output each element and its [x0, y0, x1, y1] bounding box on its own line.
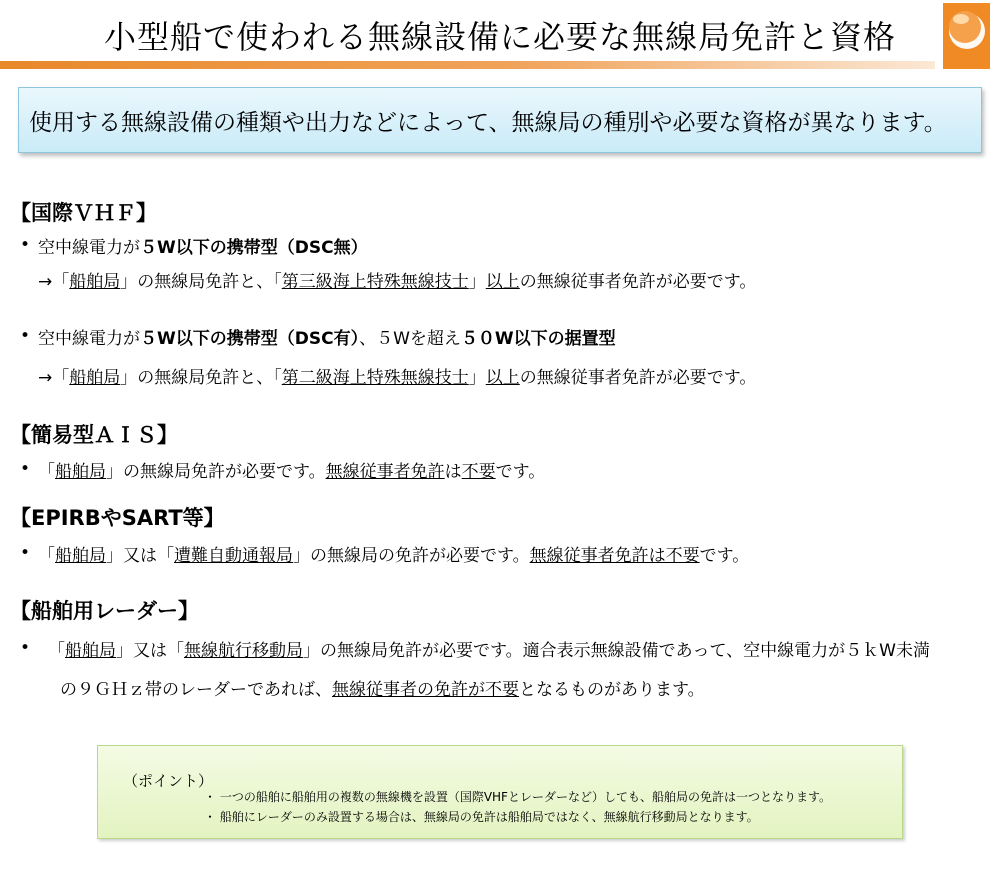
- vhf-item1-requirement: →「船舶局」の無線局免許と、「第三級海上特殊無線技士」以上の無線従事者免許が必要です。: [38, 272, 757, 292]
- section-heading-radar: 【船舶用レーダー】: [10, 599, 199, 623]
- ais-requirement: 「船舶局」の無線局免許が必要です。無線従事者免許は不要です。: [38, 462, 546, 482]
- point-item: ・ 一つの船舶に船舶用の複数の無線機を設置（国際VHFとレーダーなど）しても、船舶局の免許は一つとなります。: [204, 790, 831, 804]
- logo-icon: [943, 3, 990, 69]
- radar-requirement-line2: の９ＧＨｚ帯のレーダーであれば、無線従事者の免許が不要となるものがあります。: [60, 680, 705, 700]
- point-item: ・ 船舶にレーダーのみ設置する場合は、無線局の免許は船舶局ではなく、無線航行移動局となります。: [204, 810, 759, 824]
- bullet-icon: •: [20, 543, 31, 563]
- title-underline: [0, 61, 935, 69]
- vhf-item2-requirement: →「船舶局」の無線局免許と、「第二級海上特殊無線技士」以上の無線従事者免許が必要です。: [38, 368, 757, 388]
- summary-text: 使用する無線設備の種類や出力などによって、無線局の種別や必要な資格が異なります。: [29, 110, 947, 136]
- point-label: （ポイント）: [123, 772, 214, 790]
- bullet-icon: •: [20, 459, 31, 479]
- bullet-icon: •: [20, 638, 31, 658]
- vhf-item2-condition: 空中線電力が５W以下の携帯型（DSC有）、５Wを超え５０W以下の据置型: [38, 329, 616, 349]
- section-heading-vhf: 【国際ＶＨＦ】: [10, 201, 157, 225]
- bullet-icon: •: [20, 326, 31, 346]
- section-heading-epirb: 【EPIRBやSART等】: [10, 506, 225, 530]
- bullet-icon: •: [20, 235, 31, 255]
- radar-requirement-line1: 「船舶局」又は「無線航行移動局」の無線局免許が必要です。適合表示無線設備であって、空中線電力が５ｋW未満: [48, 641, 930, 661]
- point-note-box: [97, 745, 903, 839]
- summary-banner: [18, 87, 982, 153]
- vhf-item1-condition: 空中線電力が５W以下の携帯型（DSC無）: [38, 238, 368, 258]
- section-heading-ais: 【簡易型ＡＩＳ】: [10, 423, 178, 447]
- page-title: 小型船で使われる無線設備に必要な無線局免許と資格: [103, 18, 896, 56]
- epirb-requirement: 「船舶局」又は「遭難自動通報局」の無線局の免許が必要です。無線従事者免許は不要です。: [38, 546, 750, 566]
